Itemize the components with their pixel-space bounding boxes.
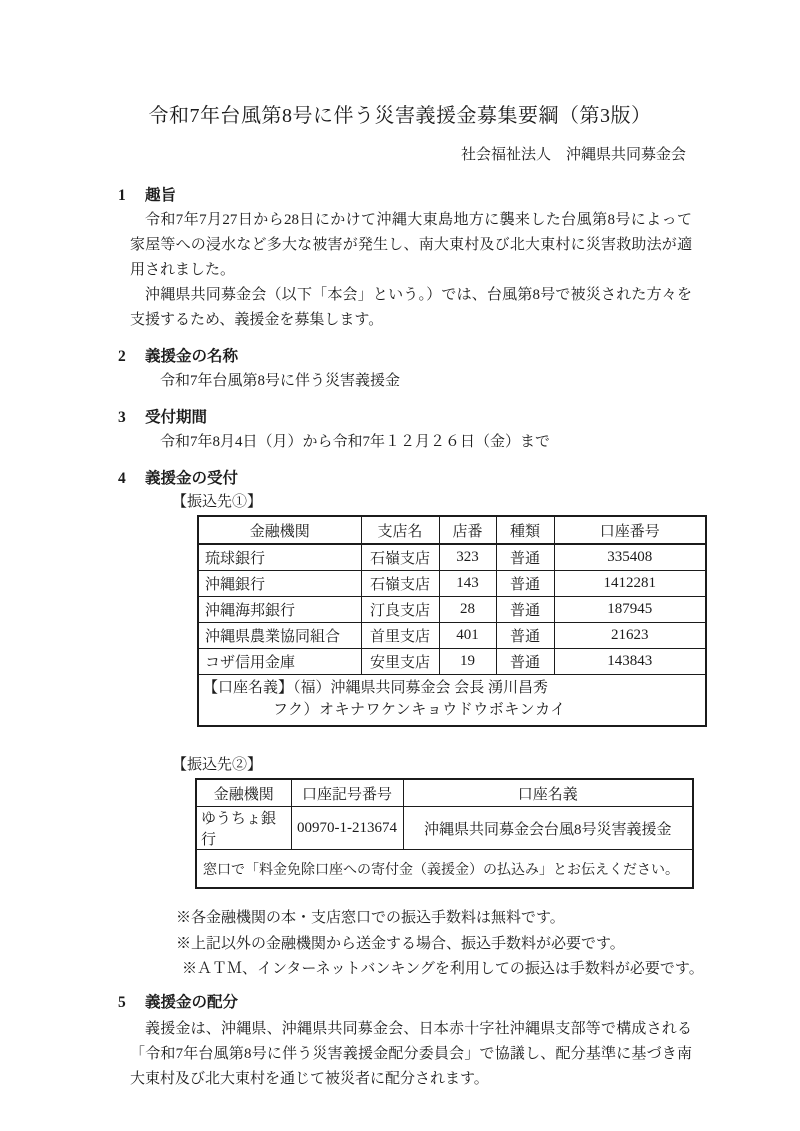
table-cell: 普通: [496, 571, 554, 597]
column-header: 店番: [439, 516, 496, 544]
table-cell: 沖縄県共同募金会台風8号災害義援金: [403, 807, 693, 850]
section-number: 4: [118, 470, 126, 487]
transfer-table-2: [195, 778, 694, 889]
account-holder-kana: フク）オキナワケンキョウドウボキンカイ: [273, 702, 566, 718]
section-title: 趣旨: [145, 187, 177, 204]
table-row: [198, 544, 706, 571]
account-holder-row: [198, 675, 706, 727]
column-header: 口座名義: [403, 779, 693, 807]
table-cell: 普通: [496, 597, 554, 623]
table-cell: 安里支店: [361, 649, 439, 675]
column-header: 金融機関: [196, 779, 291, 807]
section-2-body: 令和7年台風第8号に伴う災害義援金: [160, 373, 401, 389]
note-item: ※各金融機関の本・支店窓口での振込手数料は無料です。: [176, 910, 565, 926]
section-2-heading: [118, 345, 800, 369]
table-row: [198, 597, 706, 623]
table-cell: 石嶺支店: [361, 544, 439, 571]
section-1-heading: [118, 184, 800, 208]
table-cell: 普通: [496, 623, 554, 649]
section-3-body: 令和7年8月4日（月）から令和7年１２月２６日（金）まで: [160, 434, 551, 450]
transfer-table-1: [197, 515, 707, 727]
table-cell: 沖縄海邦銀行: [198, 597, 361, 623]
table-cell: 普通: [496, 544, 554, 571]
section-number: 1: [118, 187, 126, 204]
table-row: [198, 571, 706, 597]
table-cell: 187945: [554, 597, 706, 623]
account-holder-name: 【口座名義】（福）沖縄県共同募金会 会長 湧川昌秀: [203, 680, 549, 696]
table-cell: 143843: [554, 649, 706, 675]
table-cell: 143: [439, 571, 496, 597]
section-number: 3: [118, 409, 126, 426]
table-cell: 00970-1-213674: [291, 807, 403, 850]
section-5-heading: [118, 991, 800, 1015]
section-number: 2: [118, 348, 126, 365]
table-cell: 19: [439, 649, 496, 675]
table-header-row: [198, 516, 706, 544]
transfer-2-label: 【振込先②】: [172, 757, 263, 773]
table-cell: 沖縄銀行: [198, 571, 361, 597]
column-header: 支店名: [361, 516, 439, 544]
table-cell: 石嶺支店: [361, 571, 439, 597]
section-number: 5: [118, 993, 126, 1011]
column-header: 種類: [496, 516, 554, 544]
table-cell: 21623: [554, 623, 706, 649]
section-title: 受付期間: [145, 409, 208, 426]
table-cell: コザ信用金庫: [198, 649, 361, 675]
section-3-heading: [118, 406, 800, 430]
table-row: [198, 649, 706, 675]
table-cell: ゆうちょ銀行: [196, 807, 291, 850]
table-cell: 401: [439, 623, 496, 649]
page-title: 令和7年台風第8号に伴う災害義援金募集要綱（第3版）: [148, 105, 652, 127]
section-title: 義援金の受付: [145, 470, 239, 487]
table-header-row: [196, 779, 693, 807]
section-4-heading: [118, 467, 800, 491]
transfer-1-label: 【振込先①】: [172, 494, 263, 510]
column-header: 口座番号: [554, 516, 706, 544]
table-cell: 323: [439, 544, 496, 571]
table-cell: 琉球銀行: [198, 544, 361, 571]
section-5-paragraph-1: 義援金は、沖縄県、沖縄県共同募金会、日本赤十字社沖縄県支部等で構成される「令和7年台風第8号に伴う災害義援金配分委員会」で協議し、配分基準に基づき南大東村及び北大東村を通じて被災者に配分されます。: [130, 1020, 692, 1087]
section-title: 義援金の名称: [145, 348, 239, 365]
table-cell: 沖縄県農業協同組合: [198, 623, 361, 649]
table-cell: 汀良支店: [361, 597, 439, 623]
notes-block: [176, 906, 800, 983]
table-cell: 28: [439, 597, 496, 623]
table-row: [198, 623, 706, 649]
account-holder-cell: [198, 675, 706, 727]
section-title: 義援金の配分: [145, 993, 239, 1011]
doc-subtitle: 社会福祉法人 沖縄県共同募金会: [460, 147, 686, 163]
note-item: ※ＡＴＭ、インターネットバンキングを利用しての振込は手数料が必要です。: [182, 961, 704, 977]
table-cell: 335408: [554, 544, 706, 571]
table-row: [196, 807, 693, 850]
section-1-paragraph-1: 令和7年7月27日から28日にかけて沖縄大東島地方に襲来した台風第8号によって家屋等への浸水など多大な被害が発生し、南大東村及び北大東村に災害救助法が適用されました。: [130, 212, 692, 278]
counter-note-row: [196, 850, 693, 889]
section-1-paragraph-2: 沖縄県共同募金会（以下「本会」という。）では、台風第8号で被災された方々を支援するため、義援金を募集します。: [130, 287, 692, 328]
note-item: ※上記以外の金融機関から送金する場合、振込手数料が必要です。: [176, 935, 625, 952]
column-header: 口座記号番号: [291, 779, 403, 807]
counter-note-cell: 窓口で「料金免除口座への寄付金（義援金）の払込み」とお伝えください。: [196, 850, 693, 889]
table-cell: 普通: [496, 649, 554, 675]
column-header: 金融機関: [198, 516, 361, 544]
table-cell: 首里支店: [361, 623, 439, 649]
table-cell: 1412281: [554, 571, 706, 597]
